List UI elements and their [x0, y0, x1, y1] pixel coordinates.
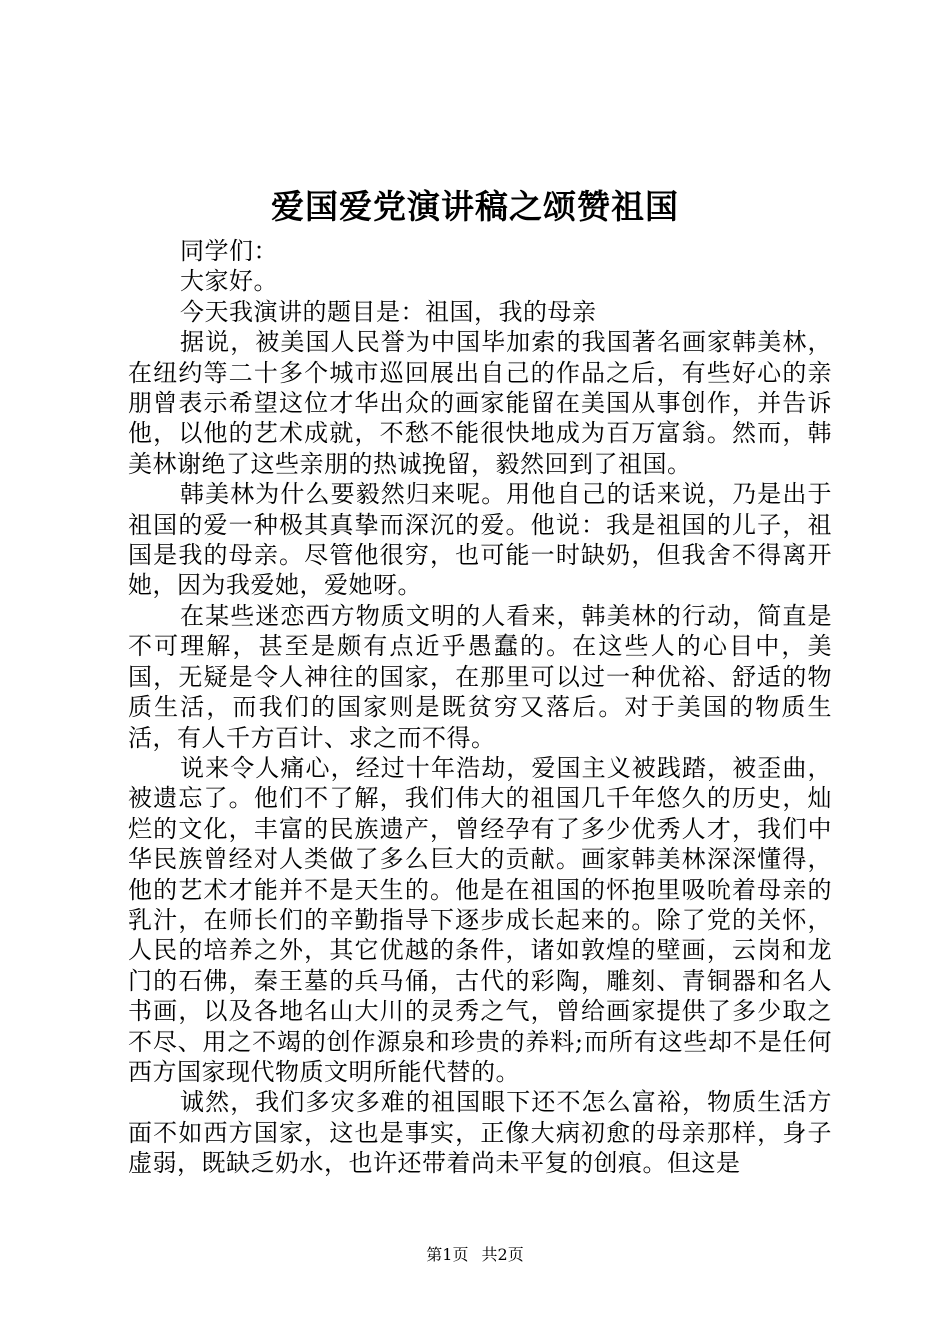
page-number: 第1页	[426, 1245, 469, 1264]
paragraph: 据说，被美国人民誉为中国毕加索的我国著名画家韩美林，在纽约等二十多个城市巡回展出自己的作品之后，有些好心的亲朋曾表示希望这位才华出众的画家能留在美国从事创作，并告诉他，以他的艺术成就，不愁不能很快地成为百万富翁。然而，韩美林谢绝了这些亲朋的热诚挽留，毅然回到了祖国。	[128, 328, 832, 478]
paragraph: 说来令人痛心，经过十年浩劫，爱国主义被践踏，被歪曲，被遗忘了。他们不了解，我们伟大的祖国几千年悠久的历史，灿烂的文化，丰富的民族遗产，曾经孕有了多少优秀人才，我们中华民族曾经对人类做了多么巨大的贡献。画家韩美林深深懂得，他的艺术才能并不是天生的。他是在祖国的怀抱里吸吮着母亲的乳汁，在师长们的辛勤指导下逐步成长起来的。除了党的关怀，人民的培养之外，其它优越的条件，诸如敦煌的壁画，云岗和龙门的石佛，秦王墓的兵马俑，古代的彩陶，雕刻、青铜器和名人书画，以及各地名山大川的灵秀之气，曾给画家提供了多少取之不尽、用之不竭的创作源泉和珍贵的养料;而所有这些却不是任何西方国家现代物质文明所能代替的。	[128, 753, 832, 1086]
paragraph-greeting: 同学们：	[180, 237, 278, 265]
paragraph-hello: 大家好。	[180, 267, 278, 296]
page-total: 共2页	[481, 1245, 524, 1264]
paragraph-topic: 今天我演讲的题目是：祖国，我的母亲	[180, 297, 597, 326]
document-body	[128, 236, 832, 1179]
document-title: 爱国爱党演讲稿之颂赞祖国	[271, 187, 679, 226]
paragraph: 诚然，我们多灾多难的祖国眼下还不怎么富裕，物质生活方面不如西方国家，这也是事实，正像大病初愈的母亲那样，身子虚弱，既缺乏奶水，也许还带着尚未平复的创痕。但这是	[128, 1088, 832, 1178]
paragraph: 在某些迷恋西方物质文明的人看来，韩美林的行动，简直是不可理解，甚至是颇有点近乎愚蠢的。在这些人的心目中，美国，无疑是令人神往的国家，在那里可以过一种优裕、舒适的物质生活，而我们的国家则是既贫穷又落后。对于美国的物质生活，有人千方百计、求之而不得。	[128, 601, 832, 752]
paragraph: 韩美林为什么要毅然归来呢。用他自己的话来说，乃是出于祖国的爱一种极其真挚而深沉的爱。他说：我是祖国的儿子，祖国是我的母亲。尽管他很穷，也可能一时缺奶，但我舍不得离开她，因为我爱她，爱她呀。	[128, 480, 832, 600]
page-footer	[0, 1244, 950, 1266]
